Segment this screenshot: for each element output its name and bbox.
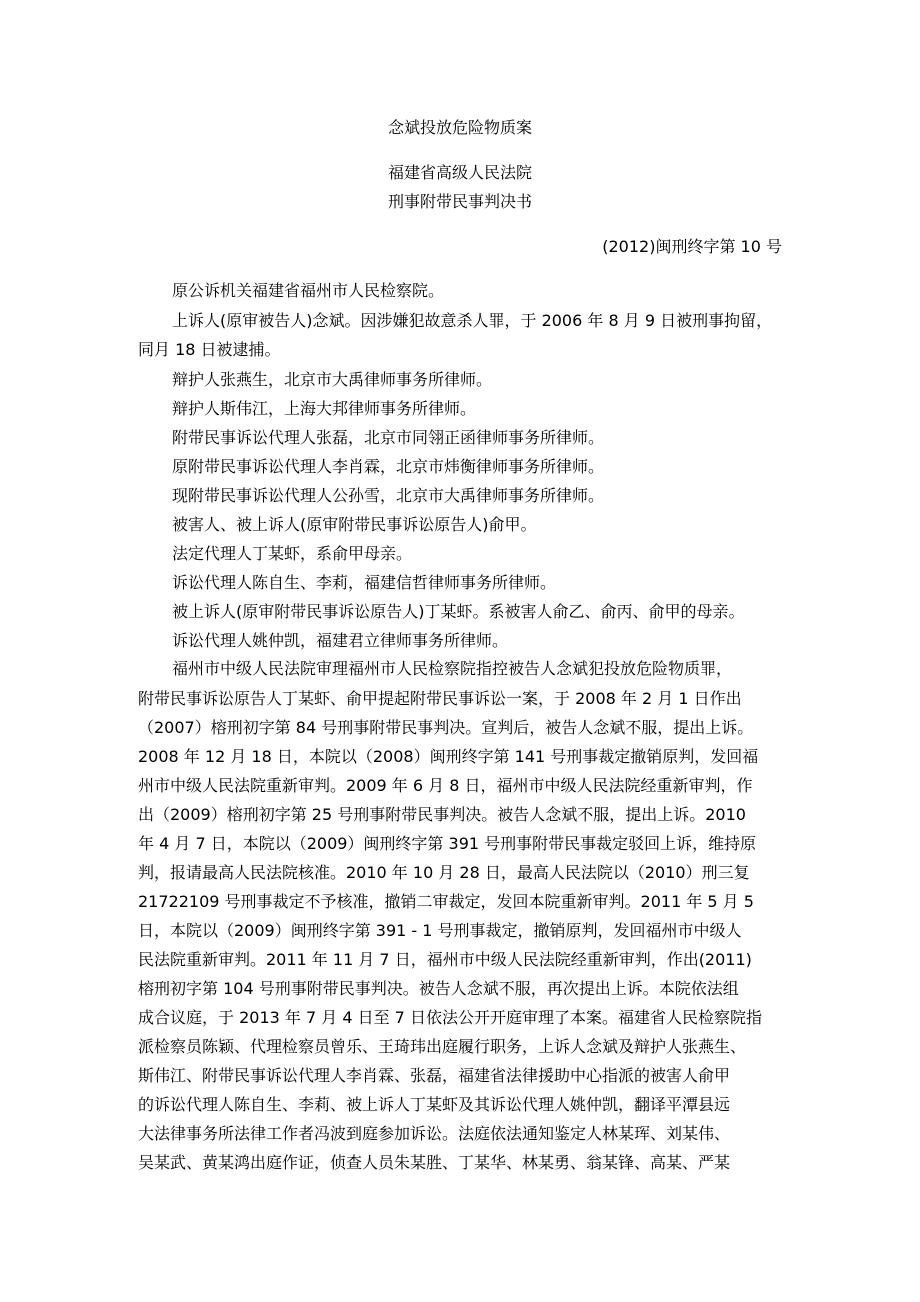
narrative-line: 日，本院以（2009）闽刑终字第 391 - 1 号刑事裁定，撤销原判，发回福州市中级人	[138, 921, 742, 940]
narrative-line: 出（2009）榕刑初字第 25 号刑事附带民事判决。被告人念斌不服，提出上诉。2010	[138, 805, 746, 824]
party-line: 同月 18 日被逮捕。	[138, 340, 281, 359]
party-line: 附带民事诉讼代理人张磊，北京市同翎正函律师事务所律师。	[172, 428, 605, 447]
narrative-line: 2008 年 12 月 18 日，本院以（2008）闽刑终字第 141 号刑事裁定撤销原判，发回福	[138, 747, 759, 766]
narrative-line: 的诉讼代理人陈自生、李莉、被上诉人丁某虾及其诉讼代理人姚仲凯，翻译平潭县远	[138, 1095, 731, 1114]
case-title: 念斌投放危险物质案	[387, 118, 532, 137]
party-line: 现附带民事诉讼代理人公孙雪，北京市大禹律师事务所律师。	[172, 486, 605, 505]
document-type: 刑事附带民事判决书	[387, 192, 532, 211]
narrative-line: 21722109 号刑事裁定不予核准，撤销二审裁定，发回本院重新审判。2011 年 5 月 5	[138, 892, 754, 911]
narrative-line: 民法院重新审判。2011 年 11 月 7 日，福州市中级人民法院经重新审判，作出(2011)	[138, 950, 752, 969]
court-name: 福建省高级人民法院	[387, 163, 532, 182]
party-line: 诉讼代理人姚仲凯，福建君立律师事务所律师。	[172, 631, 509, 650]
narrative-line: 州市中级人民法院重新审判。2009 年 6 月 8 日，福州市中级人民法院经重新审判，作	[138, 776, 753, 795]
party-line: 辩护人张燕生，北京市大禹律师事务所律师。	[172, 370, 493, 389]
party-line: 原公诉机关福建省福州市人民检察院。	[172, 281, 445, 300]
party-line: 诉讼代理人陈自生、李莉，福建信哲律师事务所律师。	[172, 573, 557, 592]
case-number: (2012)闽刑终字第 10 号	[602, 237, 782, 256]
narrative-line: 大法律事务所法律工作者冯波到庭参加诉讼。法庭依法通知鉴定人林某珲、刘某伟、	[138, 1124, 731, 1143]
narrative-line: （2007）榕刑初字第 84 号刑事附带民事判决。宣判后，被告人念斌不服，提出上诉。	[138, 718, 754, 737]
party-line: 被上诉人(原审附带民事诉讼原告人)丁某虾。系被害人俞乙、俞丙、俞甲的母亲。	[172, 602, 745, 621]
party-line: 辩护人斯伟江，上海大邦律师事务所律师。	[172, 399, 477, 418]
narrative-line: 派检察员陈颖、代理检察员曾乐、王琦玮出庭履行职务，上诉人念斌及辩护人张燕生、	[138, 1037, 747, 1056]
narrative-line: 判，报请最高人民法院核准。2010 年 10 月 28 日，最高人民法院以（2010）刑三复	[138, 863, 750, 882]
party-line: 法定代理人丁某虾，系俞甲母亲。	[172, 544, 413, 563]
narrative-line: 斯伟江、附带民事诉讼代理人李肖霖、张磊，福建省法律援助中心指派的被害人俞甲	[138, 1066, 731, 1085]
narrative-line: 榕刑初字第 104 号刑事附带民事判决。被告人念斌不服，再次提出上诉。本院依法组	[138, 979, 739, 998]
narrative-line: 成合议庭，于 2013 年 7 月 4 日至 7 日依法公开开庭审理了本案。福建省人民检察院指	[138, 1008, 762, 1027]
narrative-line: 年 4 月 7 日，本院以（2009）闽刑终字第 391 号刑事附带民事裁定驳回上诉，维持原	[138, 834, 757, 853]
narrative-line: 吴某武、黄某鸿出庭作证，侦查人员朱某胜、丁某华、林某勇、翁某锋、高某、严某	[138, 1153, 731, 1172]
narrative-line: 福州市中级人民法院审理福州市人民检察院指控被告人念斌犯投放危险物质罪，	[172, 659, 733, 678]
party-line: 原附带民事诉讼代理人李肖霖，北京市炜衡律师事务所律师。	[172, 457, 605, 476]
narrative-line: 附带民事诉讼原告人丁某虾、俞甲提起附带民事诉讼一案，于 2008 年 2 月 1 日作出	[138, 689, 742, 708]
party-line: 上诉人(原审被告人)念斌。因涉嫌犯故意杀人罪，于 2006 年 8 月 9 日被刑事拘留，	[172, 311, 773, 330]
party-line: 被害人、被上诉人(原审附带民事诉讼原告人)俞甲。	[172, 515, 537, 534]
